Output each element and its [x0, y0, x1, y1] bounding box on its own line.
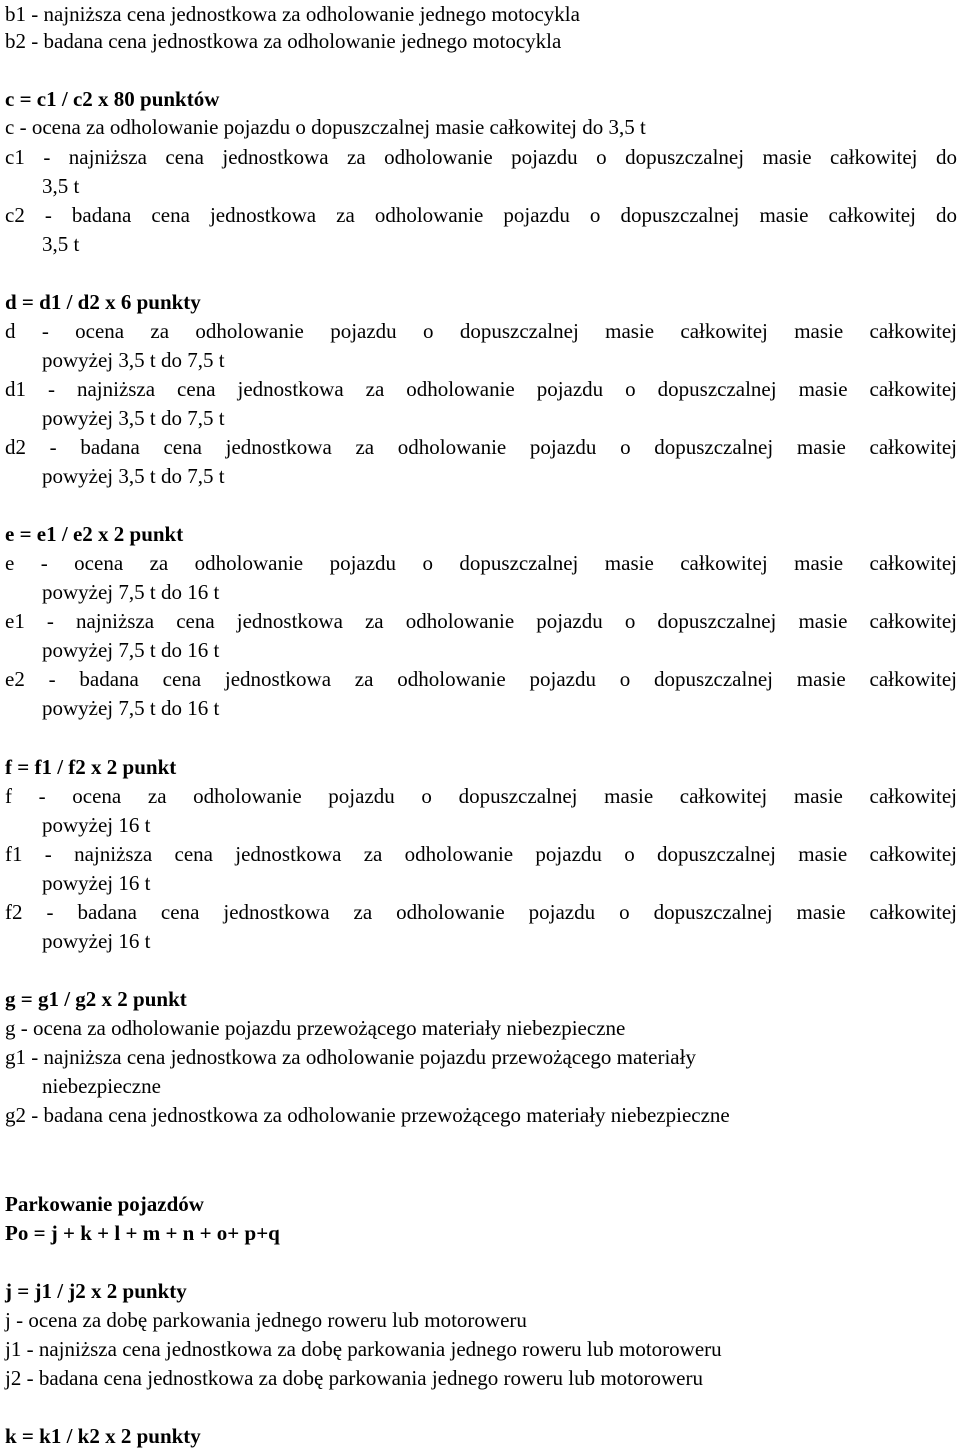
- text-line: e2 - badana cena jednostkowa za odholowanie pojazdu o dopuszczalnej masie całkowitej: [5, 667, 957, 691]
- text-line: e - ocena za odholowanie pojazdu o dopuszczalnej masie całkowitej masie całkowitej: [5, 551, 957, 575]
- text-line: g1 - najniższa cena jednostkowa za odholowanie pojazdu przewożącego materiały: [5, 1045, 696, 1069]
- text-line: c - ocena za odholowanie pojazdu o dopuszczalnej masie całkowitej do 3,5 t: [5, 115, 646, 139]
- formula-heading: c = c1 / c2 x 80 punktów: [5, 87, 220, 111]
- text-line: d - ocena za odholowanie pojazdu o dopuszczalnej masie całkowitej masie całkowitej: [5, 319, 957, 343]
- section-heading: Parkowanie pojazdów: [5, 1192, 204, 1216]
- text-line: b1 - najniższa cena jednostkowa za odholowanie jednego motocykla: [5, 2, 580, 26]
- text-line: d1 - najniższa cena jednostkowa za odholowanie pojazdu o dopuszczalnej masie całkowitej: [5, 377, 957, 401]
- text-line: b2 - badana cena jednostkowa za odholowanie jednego motocykla: [5, 29, 562, 53]
- formula-heading: e = e1 / e2 x 2 punkt: [5, 522, 184, 546]
- text-line: 3,5 t: [42, 232, 80, 256]
- text-line: niebezpieczne: [42, 1074, 161, 1098]
- text-line: f2 - badana cena jednostkowa za odholowanie pojazdu o dopuszczalnej masie całkowitej: [5, 900, 957, 924]
- text-line: powyżej 3,5 t do 7,5 t: [42, 406, 225, 430]
- text-line: e1 - najniższa cena jednostkowa za odholowanie pojazdu o dopuszczalnej masie całkowitej: [5, 609, 957, 633]
- text-line: powyżej 7,5 t do 16 t: [42, 638, 220, 662]
- formula-heading: g = g1 / g2 x 2 punkt: [5, 987, 187, 1011]
- text-line: powyżej 3,5 t do 7,5 t: [42, 464, 225, 488]
- text-line: powyżej 16 t: [42, 871, 151, 895]
- formula-heading: f = f1 / f2 x 2 punkt: [5, 755, 177, 779]
- text-line: c1 - najniższa cena jednostkowa za odholowanie pojazdu o dopuszczalnej masie całkowitej do: [5, 145, 957, 169]
- text-line: g - ocena za odholowanie pojazdu przewożącego materiały niebezpieczne: [5, 1016, 626, 1040]
- text-line: powyżej 3,5 t do 7,5 t: [42, 348, 225, 372]
- text-line: j - ocena za dobę parkowania jednego roweru lub motoroweru: [5, 1308, 527, 1332]
- text-line: g2 - badana cena jednostkowa za odholowanie przewożącego materiały niebezpieczne: [5, 1103, 730, 1127]
- text-line: c2 - badana cena jednostkowa za odholowanie pojazdu o dopuszczalnej masie całkowitej do: [5, 203, 957, 227]
- text-line: f1 - najniższa cena jednostkowa za odholowanie pojazdu o dopuszczalnej masie całkowitej: [5, 842, 957, 866]
- formula-heading: d = d1 / d2 x 6 punkty: [5, 290, 201, 314]
- text-line: d2 - badana cena jednostkowa za odholowanie pojazdu o dopuszczalnej masie całkowitej: [5, 435, 957, 459]
- formula-heading: j = j1 / j2 x 2 punkty: [5, 1279, 187, 1303]
- formula-heading: k = k1 / k2 x 2 punkty: [5, 1424, 201, 1448]
- formula-heading: Po = j + k + l + m + n + o+ p+q: [5, 1221, 280, 1245]
- text-line: j2 - badana cena jednostkowa za dobę parkowania jednego roweru lub motoroweru: [5, 1366, 703, 1390]
- text-line: powyżej 7,5 t do 16 t: [42, 696, 220, 720]
- text-line: j1 - najniższa cena jednostkowa za dobę parkowania jednego roweru lub motoroweru: [5, 1337, 722, 1361]
- text-line: powyżej 16 t: [42, 813, 151, 837]
- text-line: f - ocena za odholowanie pojazdu o dopuszczalnej masie całkowitej masie całkowitej: [5, 784, 957, 808]
- text-line: 3,5 t: [42, 174, 80, 198]
- text-line: powyżej 7,5 t do 16 t: [42, 580, 220, 604]
- text-line: powyżej 16 t: [42, 929, 151, 953]
